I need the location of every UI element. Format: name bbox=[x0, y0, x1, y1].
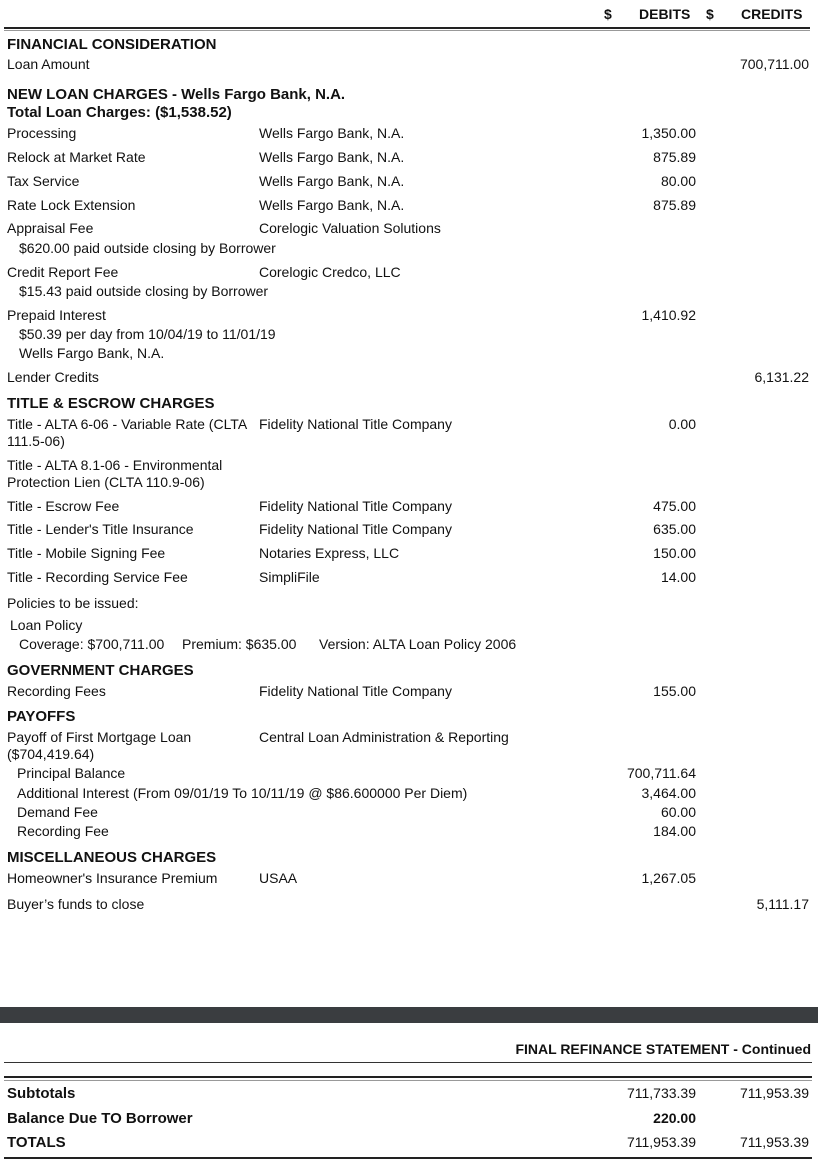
page-break-band bbox=[0, 1007, 818, 1023]
buyers-funds-label: Buyer’s funds to close bbox=[7, 896, 145, 912]
header-rule-shadow bbox=[4, 30, 810, 31]
processing-debit: 1,350.00 bbox=[641, 125, 696, 141]
lender-credits-label: Lender Credits bbox=[7, 369, 99, 385]
totals-rule bbox=[4, 1076, 812, 1078]
subtotals-debit: 711,733.39 bbox=[626, 1085, 696, 1101]
statement-title-rule bbox=[4, 1062, 812, 1063]
payoffs-heading: PAYOFFS bbox=[7, 708, 76, 725]
subtotals-label: Subtotals bbox=[7, 1085, 76, 1102]
credit-report-note: $15.43 paid outside closing by Borrower bbox=[19, 283, 269, 299]
prepaid-interest-label: Prepaid Interest bbox=[7, 307, 106, 323]
homeowners-insurance-label: Homeowner's Insurance Premium bbox=[7, 870, 218, 886]
alta-606-payee: Fidelity National Title Company bbox=[259, 416, 452, 432]
total-loan-charges: Total Loan Charges: ($1,538.52) bbox=[7, 104, 232, 121]
policy-version: Version: ALTA Loan Policy 2006 bbox=[319, 636, 517, 652]
appraisal-fee-label: Appraisal Fee bbox=[7, 220, 94, 236]
recording-fees-payee: Fidelity National Title Company bbox=[259, 683, 452, 699]
relock-label: Relock at Market Rate bbox=[7, 149, 146, 165]
additional-interest-debit: 3,464.00 bbox=[641, 785, 696, 801]
recording-service-label: Title - Recording Service Fee bbox=[7, 569, 188, 585]
principal-balance-debit: 700,711.64 bbox=[626, 765, 696, 781]
subtotals-credit: 711,953.39 bbox=[739, 1085, 809, 1101]
new-loan-charges-heading: NEW LOAN CHARGES - Wells Fargo Bank, N.A. bbox=[7, 86, 346, 103]
rate-lock-label: Rate Lock Extension bbox=[7, 197, 136, 213]
lenders-title-insurance-payee: Fidelity National Title Company bbox=[259, 521, 452, 537]
loan-amount-credit: 700,711.00 bbox=[739, 56, 809, 72]
first-mortgage-payee: Central Loan Administration & Reporting bbox=[259, 729, 509, 745]
processing-payee: Wells Fargo Bank, N.A. bbox=[259, 125, 405, 141]
first-mortgage-payoff-label: Payoff of First Mortgage Loan ($704,419.64) bbox=[7, 729, 192, 762]
balance-due-label: Balance Due TO Borrower bbox=[7, 1110, 193, 1127]
totals-label: TOTALS bbox=[7, 1134, 66, 1151]
appraisal-fee-note: $620.00 paid outside closing by Borrower bbox=[19, 240, 276, 256]
rate-lock-payee: Wells Fargo Bank, N.A. bbox=[259, 197, 405, 213]
mobile-signing-payee: Notaries Express, LLC bbox=[259, 545, 400, 561]
policies-label: Policies to be issued: bbox=[7, 595, 139, 611]
title-escrow-heading: TITLE & ESCROW CHARGES bbox=[7, 395, 215, 412]
relock-payee: Wells Fargo Bank, N.A. bbox=[259, 149, 405, 165]
totals-rule-shadow bbox=[4, 1080, 812, 1081]
payoff-recording-fee-debit: 184.00 bbox=[653, 823, 696, 839]
prepaid-interest-note: $50.39 per day from 10/04/19 to 11/01/19 bbox=[19, 326, 276, 342]
additional-interest-label: Additional Interest (From 09/01/19 To 10/11/19 @ $86.600000 Per Diem) bbox=[17, 785, 468, 801]
lenders-title-insurance-debit: 635.00 bbox=[653, 521, 696, 537]
principal-balance-label: Principal Balance bbox=[17, 765, 126, 781]
recording-fees-label: Recording Fees bbox=[7, 683, 106, 699]
alta-606-debit: 0.00 bbox=[668, 416, 696, 432]
recording-service-debit: 14.00 bbox=[660, 569, 696, 585]
appraisal-fee-payee: Corelogic Valuation Solutions bbox=[259, 220, 441, 236]
totals-credit: 711,953.39 bbox=[739, 1134, 809, 1150]
payoff-recording-fee-label: Recording Fee bbox=[17, 823, 109, 839]
credit-currency-symbol: $ bbox=[706, 6, 714, 22]
alta-81-label: Title - ALTA 8.1-06 - Environmental Protection Lien (CLTA 110.9-06) bbox=[7, 457, 223, 490]
government-charges-heading: GOVERNMENT CHARGES bbox=[7, 662, 194, 679]
buyers-funds-credit: 5,111.17 bbox=[756, 896, 809, 912]
tax-service-label: Tax Service bbox=[7, 173, 80, 189]
prepaid-interest-debit: 1,410.92 bbox=[641, 307, 696, 323]
loan-amount-label: Loan Amount bbox=[7, 56, 90, 72]
recording-fees-debit: 155.00 bbox=[653, 683, 696, 699]
processing-label: Processing bbox=[7, 125, 77, 141]
lender-credits-credit: 6,131.22 bbox=[754, 369, 809, 385]
miscellaneous-charges-heading: MISCELLANEOUS CHARGES bbox=[7, 849, 217, 866]
tax-service-debit: 80.00 bbox=[660, 173, 696, 189]
lenders-title-insurance-label: Title - Lender's Title Insurance bbox=[7, 521, 194, 537]
rate-lock-debit: 875.89 bbox=[653, 197, 696, 213]
header-rule bbox=[4, 27, 810, 29]
totals-debit: 711,953.39 bbox=[626, 1134, 696, 1150]
financial-consideration-heading: FINANCIAL CONSIDERATION bbox=[7, 36, 217, 53]
mobile-signing-label: Title - Mobile Signing Fee bbox=[7, 545, 166, 561]
mobile-signing-debit: 150.00 bbox=[653, 545, 696, 561]
loan-policy-label: Loan Policy bbox=[10, 617, 83, 633]
credit-report-label: Credit Report Fee bbox=[7, 264, 119, 280]
credit-report-payee: Corelogic Credco, LLC bbox=[259, 264, 401, 280]
tax-service-payee: Wells Fargo Bank, N.A. bbox=[259, 173, 405, 189]
prepaid-interest-payee: Wells Fargo Bank, N.A. bbox=[19, 345, 165, 361]
policy-premium: Premium: $635.00 bbox=[182, 636, 297, 652]
policy-coverage: Coverage: $700,711.00 bbox=[19, 636, 165, 652]
alta-606-label: Title - ALTA 6-06 - Variable Rate (CLTA 111.5-06) bbox=[7, 416, 247, 449]
bottom-rule bbox=[4, 1157, 812, 1159]
balance-due-debit: 220.00 bbox=[653, 1110, 696, 1126]
demand-fee-debit: 60.00 bbox=[660, 804, 696, 820]
homeowners-insurance-debit: 1,267.05 bbox=[641, 870, 696, 886]
relock-debit: 875.89 bbox=[653, 149, 696, 165]
demand-fee-label: Demand Fee bbox=[17, 804, 98, 820]
debit-currency-symbol: $ bbox=[604, 6, 612, 22]
credits-column-header: CREDITS bbox=[741, 6, 803, 22]
debits-column-header: DEBITS bbox=[639, 6, 691, 22]
escrow-fee-debit: 475.00 bbox=[653, 498, 696, 514]
escrow-fee-payee: Fidelity National Title Company bbox=[259, 498, 452, 514]
homeowners-insurance-payee: USAA bbox=[259, 870, 298, 886]
statement-title: FINAL REFINANCE STATEMENT - Continued bbox=[515, 1041, 811, 1057]
recording-service-payee: SimpliFile bbox=[259, 569, 320, 585]
escrow-fee-label: Title - Escrow Fee bbox=[7, 498, 120, 514]
